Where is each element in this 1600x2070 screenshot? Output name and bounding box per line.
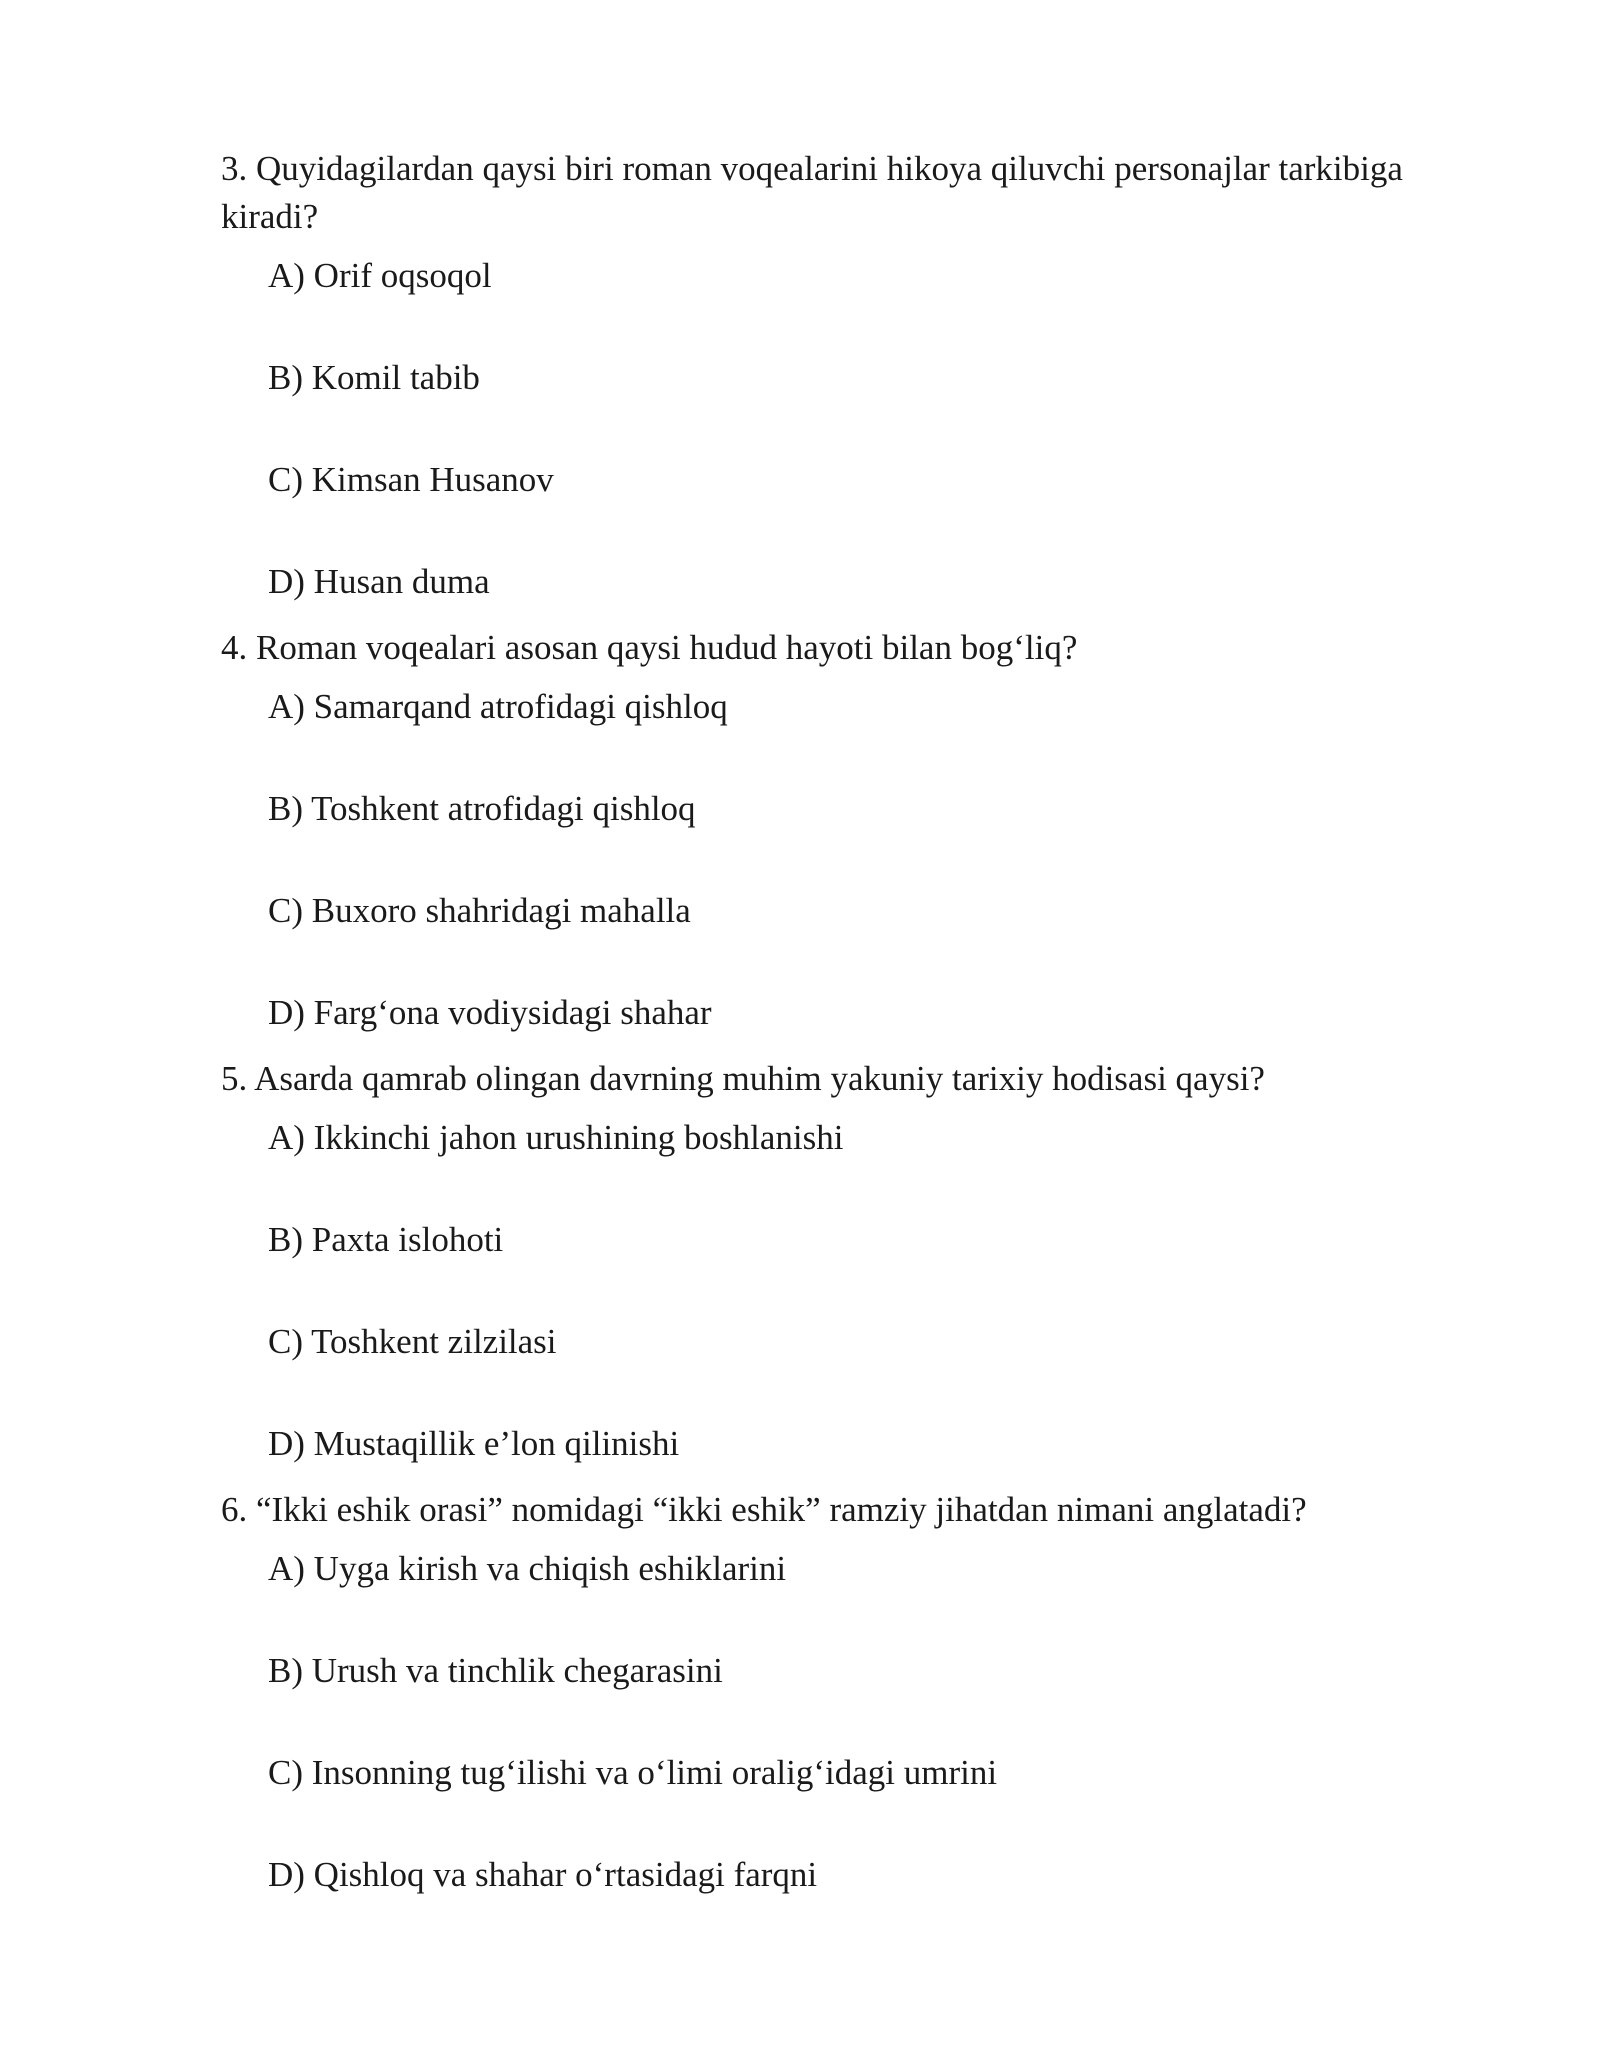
option-a: A) Samarqand atrofidagi qishloq [268,687,728,726]
option-b: B) Paxta islohoti [268,1220,504,1259]
option-b: B) Toshkent atrofidagi qishloq [268,789,696,828]
question-4 [221,624,1461,1037]
option-b: B) Urush va tinchlik chegarasini [268,1651,723,1690]
answer-options [221,1114,1461,1468]
answer-options [221,683,1461,1037]
question-text: 5. Asarda qamrab olingan davrning muhim yakuniy tarixiy hodisasi qaysi? [221,1059,1265,1098]
option-a: A) Uyga kirish va chiqish eshiklarini [268,1549,787,1588]
option-c: C) Insonning tug‘ilishi va o‘limi oralig‘idagi umrini [268,1753,998,1792]
question-text: 4. Roman voqealari asosan qaysi hudud hayoti bilan bog‘liq? [221,628,1078,667]
option-c: C) Kimsan Husanov [268,460,554,499]
question-3 [221,145,1461,606]
option-d: D) Farg‘ona vodiysidagi shahar [268,993,712,1032]
option-b: B) Komil tabib [268,358,480,397]
option-a: A) Ikkinchi jahon urushining boshlanishi [268,1118,844,1157]
option-c: C) Buxoro shahridagi mahalla [268,891,691,930]
answer-options [221,252,1461,606]
option-d: D) Mustaqillik e’lon qilinishi [268,1424,680,1463]
question-5 [221,1055,1461,1468]
option-a: A) Orif oqsoqol [268,256,492,295]
option-c: C) Toshkent zilzilasi [268,1322,557,1361]
question-6 [221,1486,1461,1899]
quiz-content [221,145,1461,1899]
question-text: 6. “Ikki eshik orasi” nomidagi “ikki eshik” ramziy jihatdan nimani anglatadi? [221,1490,1307,1529]
option-d: D) Husan duma [268,562,490,601]
question-text: 3. Quyidagilardan qaysi biri roman voqealarini hikoya qiluvchi personajlar tarkibiga kiradi? [221,149,1403,236]
answer-options [221,1545,1461,1899]
option-d: D) Qishloq va shahar o‘rtasidagi farqni [268,1855,818,1894]
